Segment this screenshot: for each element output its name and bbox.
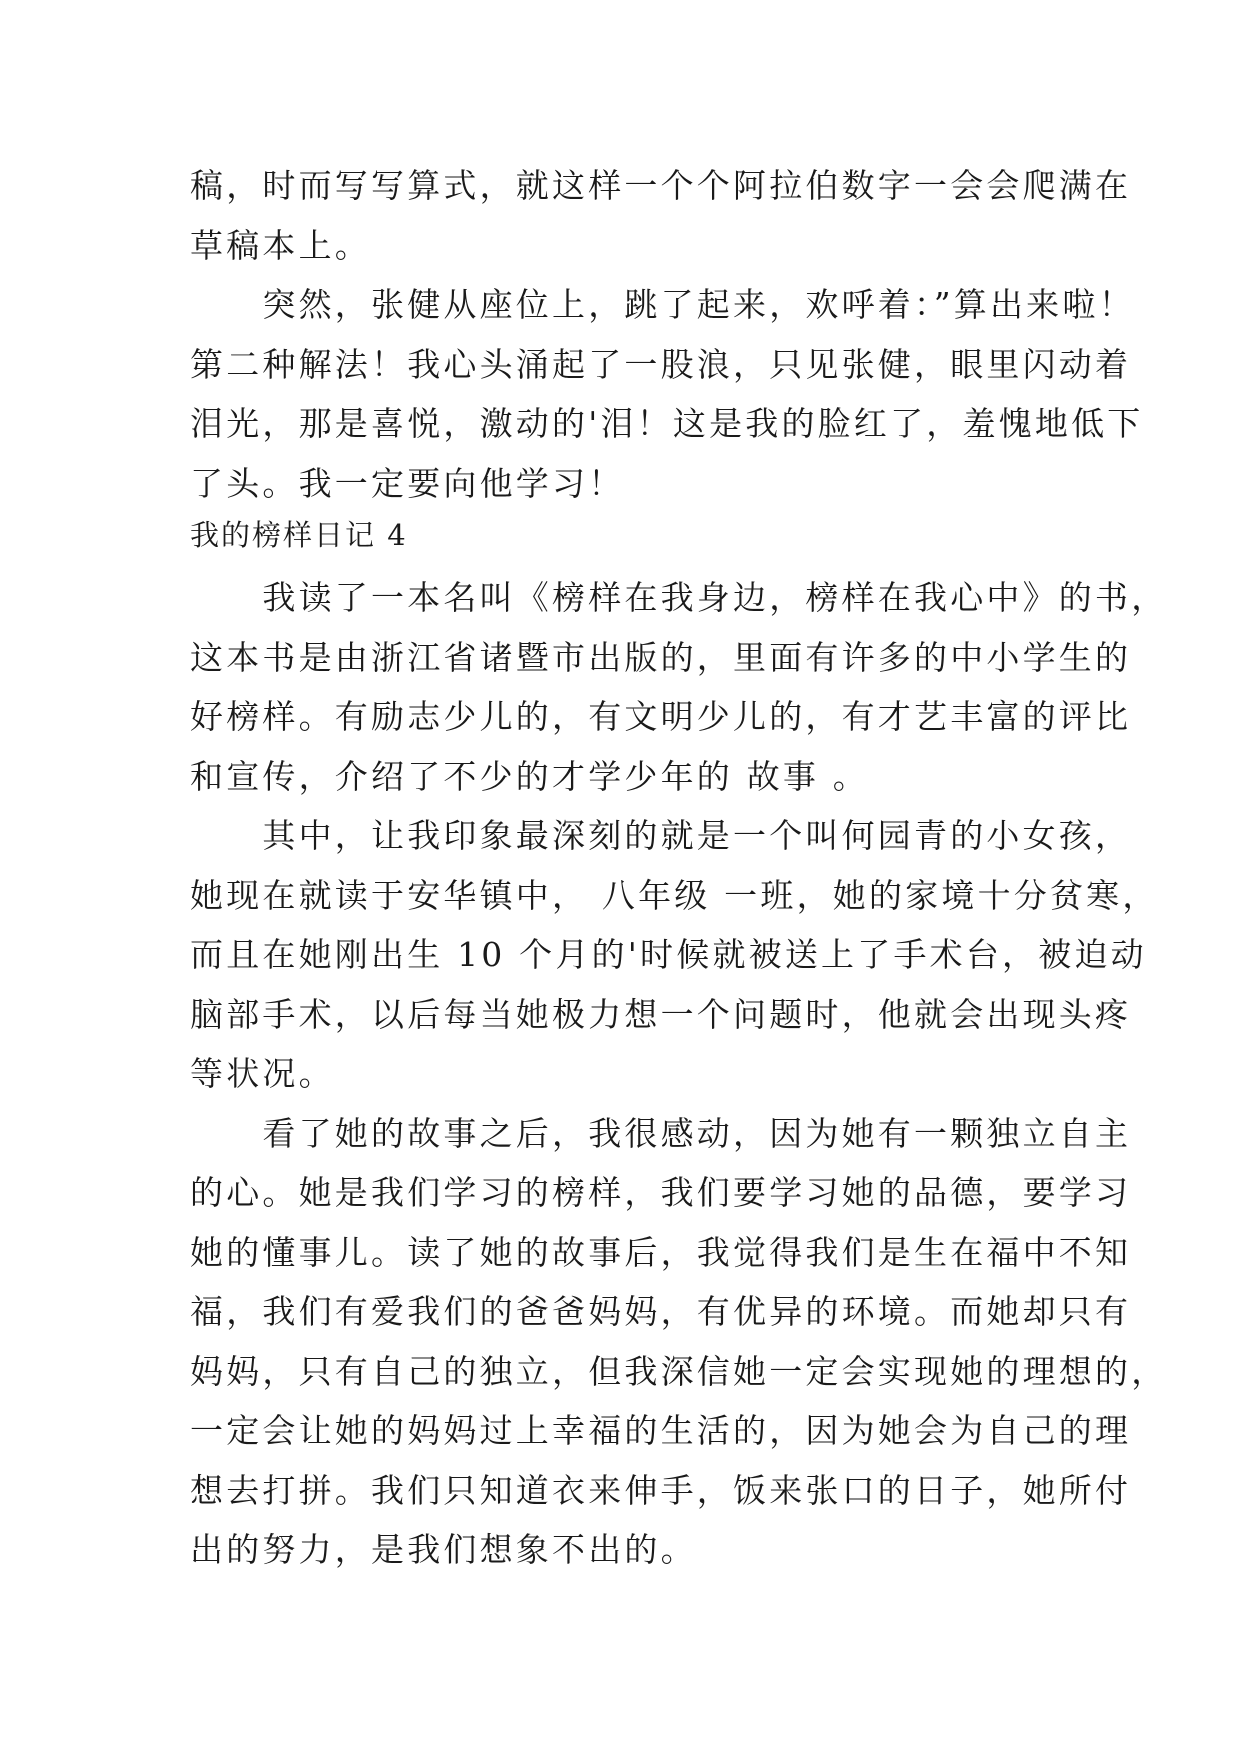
text-line: 突然，张健从座位上，跳了起来，欢呼着：”算出来啦！: [190, 285, 1135, 324]
text-line: 了头。我一定要向他学习！: [190, 463, 625, 503]
text-line: 第二种解法！我心头涌起了一股浪，只见张健，眼里闪动着: [190, 344, 1132, 384]
text-line: 的心。她是我们学习的榜样，我们要学习她的品德，要学习: [190, 1173, 1132, 1212]
text-line: 而且在她刚出生 10 个月的'时候就被送上了手术台，被迫动: [190, 935, 1147, 974]
text-line: 看了她的故事之后，我很感动，因为她有一颗独立自主: [190, 1113, 1132, 1153]
text-line: 脑部手术，以后每当她极力想一个问题时，他就会出现头疼: [190, 994, 1132, 1034]
text-line: 她现在就读于安华镇中， 八年级 一班，她的家境十分贫寒，: [190, 875, 1159, 915]
text-line: 好榜样。有励志少儿的，有文明少儿的，有才艺丰富的评比: [190, 697, 1132, 736]
text-line: 和宣传，介绍了不少的才学少年的 故事 。: [190, 756, 869, 796]
text-line: 我读了一本名叫《榜样在我身边，榜样在我心中》的书，: [190, 578, 1168, 617]
text-line: 福，我们有爱我们的爸爸妈妈，有优异的环境。而她却只有: [190, 1292, 1132, 1331]
text-line: 草稿本上。: [190, 225, 371, 265]
document-body: [190, 156, 1168, 1580]
text-line: 出的努力，是我们想象不出的。: [190, 1530, 697, 1569]
text-line: 她的懂事儿。读了她的故事后，我觉得我们是生在福中不知: [190, 1232, 1132, 1272]
text-line: 想去打拼。我们只知道衣来伸手，饭来张口的日子，她所付: [190, 1470, 1132, 1510]
text-line: 这本书是由浙江省诸暨市出版的，里面有许多的中小学生的: [190, 637, 1132, 677]
text-line: 稿，时而写写算式，就这样一个个阿拉伯数字一会会爬满在: [190, 166, 1132, 205]
text-line: 泪光，那是喜悦，激动的'泪！这是我的脸红了，羞愧地低下: [190, 404, 1144, 443]
text-line: 其中，让我印象最深刻的就是一个叫何园青的小女孩，: [190, 816, 1132, 855]
section-heading: 我的榜样日记 4: [190, 518, 408, 552]
text-line: 妈妈，只有自己的独立，但我深信她一定会实现她的理想的，: [190, 1351, 1168, 1391]
text-line: 等状况。: [190, 1054, 335, 1093]
text-line: 一定会让她的妈妈过上幸福的生活的，因为她会为自己的理: [190, 1411, 1132, 1450]
